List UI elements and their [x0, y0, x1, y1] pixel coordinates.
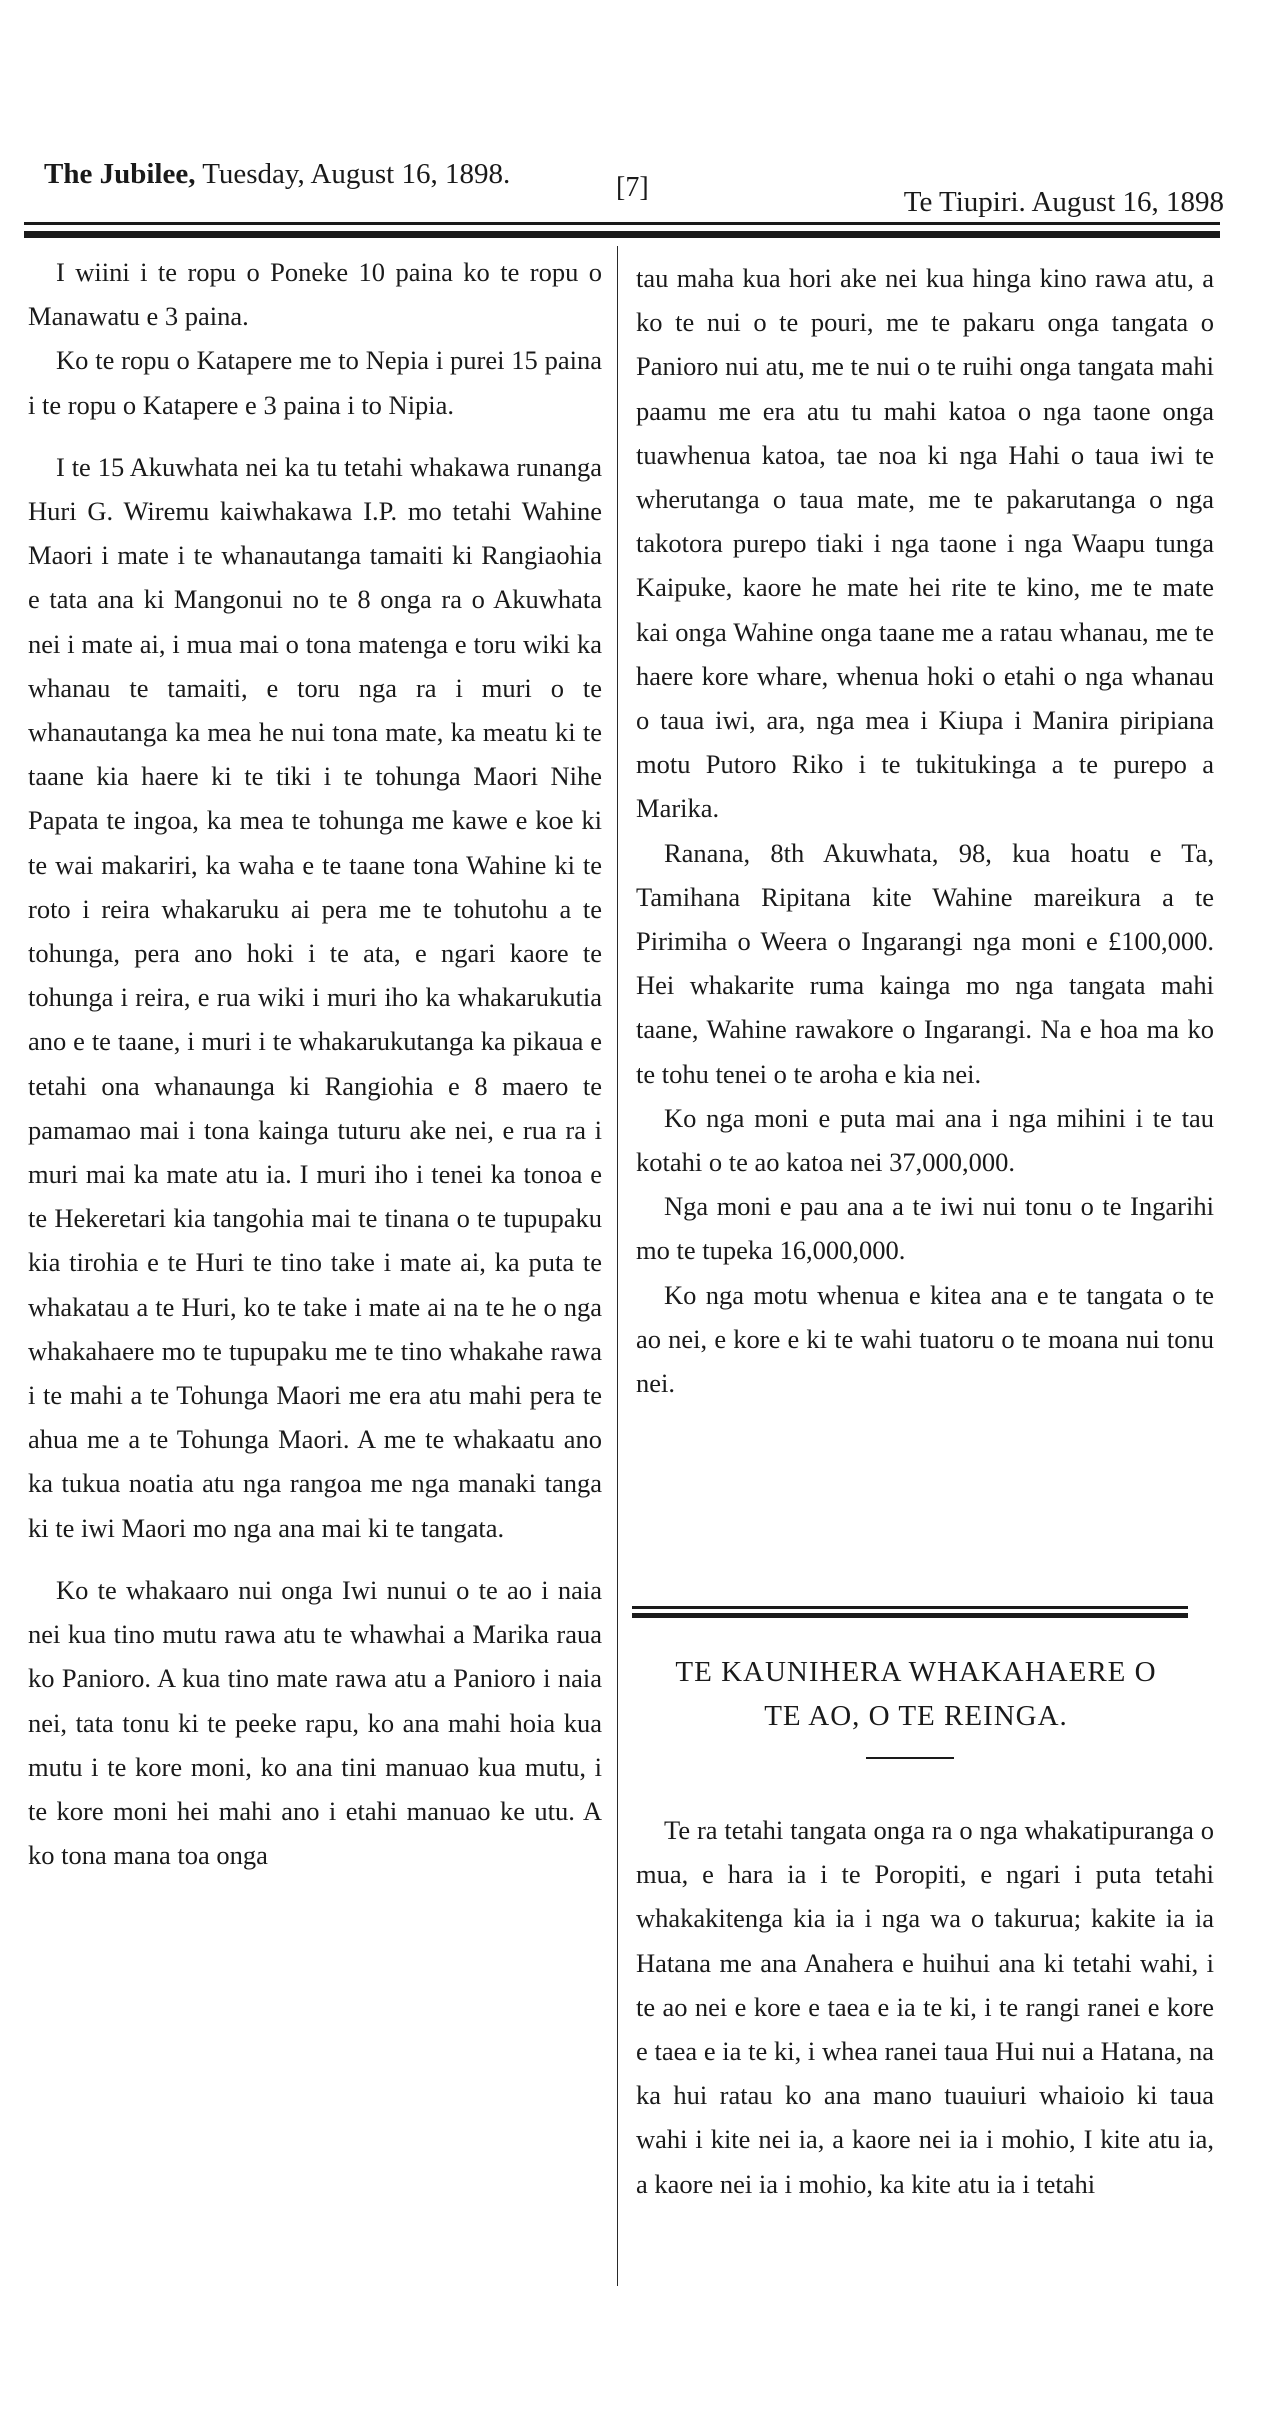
page-header — [44, 158, 1224, 218]
header-date-left: Tuesday, August 16, 1898. — [202, 158, 511, 190]
header-left — [44, 158, 510, 191]
paragraph-london-gift: Ranana, 8th Akuwhata, 98, kua hoatu e Ta, Tamihana Ripitana kite Wahine mareikura a te Pirimiha o Weera o Ingarangi nga moni e £100,000. Hei whakarite ruma kainga mo nga tangata mahi taane, Wahine rawakore o Ingarangi. Na e hoa ma ko te tohu tenei o te aroha e kia nei. — [636, 837, 1214, 1089]
header-date-right: Te Tiupiri. August 16, 1898 — [903, 186, 1224, 218]
header-rule-thick — [24, 231, 1220, 238]
journal-name: The Jubilee, — [44, 158, 196, 190]
section-title-line1: TE KAUNIHERA WHAKAHAERE O — [675, 1656, 1157, 1688]
paragraph-tobacco: Nga moni e pau ana a te iwi nui tonu o te Ingarihi mo te tupeka 16,000,000. — [636, 1191, 1214, 1266]
paragraph-ocean: Ko nga motu whenua e kitea ana e te tangata o te ao nei, e kore e ki te wahi tuatoru o te moana nui tonu nei. — [636, 1279, 1214, 1399]
paragraph-mining-money: Ko nga moni e puta mai ana i nga mihini i te tau kotahi o te ao katoa nei 37,000,000. — [636, 1102, 1214, 1178]
paragraph-war-spain: Ko te whakaaro nui onga Iwi nunui o te ao i naia nei kua tino mutu rawa atu te whawhai a Marika raua ko Panioro. A kua tino mate rawa atu a Panioro i naia nei, tata tonu ki te peeke rapu, ko ana mahi hoia kua mutu i te kore moni, ko ana tini manuao kua mutu, i te kore moni hei mahi ano i etahi manuao ke utu. A ko tona mana toa onga — [28, 1574, 602, 1871]
section-rule-thin — [632, 1606, 1188, 1609]
column-divider — [617, 246, 618, 2286]
section-title — [632, 1650, 1200, 1738]
title-underline — [866, 1757, 954, 1759]
paragraph-rugby-poneke: I wiini i te ropu o Poneke 10 paina ko te ropu o Manawatu e 3 paina. — [28, 257, 602, 332]
paragraph-rugby-katapere: Ko te ropu o Katapere me to Nepia i purei 15 paina i te ropu o Katapere e 3 paina i to Nipia. — [28, 345, 602, 420]
section-rule-thick — [632, 1613, 1188, 1618]
section-title-line2: TE AO, O TE REINGA. — [764, 1700, 1068, 1732]
paragraph-inquest: I te 15 Akuwhata nei ka tu tetahi whakawa runanga Huri G. Wiremu kaiwhakawa I.P. mo tetahi Wahine Maori i mate i te whanautanga tamaiti ki Rangiaohia e tata ana ki Mangonui no te 8 onga ra o Akuwhata nei i mate ai, i mua mai o tona matenga e toru wiki ka whanau te tamaiti, e toru nga ra i muri o te whanautanga ka mea he nui tona mate, ka meatu ki te taane kia haere ki te tiki i te tohunga Maori Nihe Papata te ingoa, ka mea te tohunga me kawe e koe ki te wai makariri, ka waha e te taane tona Wahine ki te roto i reira whakaruku ai pera me te tohutohu a te tohunga, pera ano hoki i te ata, e ngari kaore te tohunga i reira, e rua wiki i muri iho ka whakarukutia ano e te taane, i muri i te whakarukutanga ka pikaua e tetahi ona whanaunga ki Rangiohia e 8 maero te pamamao mai i tona kainga tuturu ake nei, e rua ra i muri mai ka mate atu ia. I muri iho i tenei ka tonoa e te Hekeretari kia tangohia mai te tinana o te tupupaku kia tirohia e te Huri te tino take i mate ai, ka puta te whakatau a te Huri, ko te take i mate ai na te he o nga whakahaere mo te tupupaku me te tino whakahe rawa i te mahi a te Tohunga Maori me era atu mahi pera te ahua me a te Tohunga Maori. A me te whakaatu ano ka tukua noatia atu nga rangoa me nga manaki tanga ki te iwi Maori mo nga ana mai ki te tangata. — [28, 451, 602, 1543]
header-rule-thin — [24, 222, 1220, 225]
left-column — [28, 250, 602, 1877]
page-number: [7] — [616, 172, 649, 203]
right-column — [636, 256, 1214, 1405]
paragraph-council-story: Te ra tetahi tangata onga ra o nga whakatipuranga o mua, e hara ia i te Poropiti, e ngari i puta tetahi whakakitenga kia ia i nga wa o takurua; kakite ia ia Hatana me ana Anahera e huihui ana ki tetahi wahi, i te ao nei e kore e taea e ia te ki, i te rangi ranei e kore e taea e ia te ki, i whea ranei taua Hui nui a Hatana, na ka hui ratau ko ana mano tuauiuri whaioio ki taua wahi i kite nei ia, a kaore nei ia i mohio, I kite atu ia, a kaore nei ia i mohio, ka kite atu ia i tetahi — [636, 1815, 1214, 2199]
paragraph-war-continued: tau maha kua hori ake nei kua hinga kino rawa atu, a ko te nui o te pouri, me te pakaru onga tangata o Panioro nui atu, me te nui o te ruihi onga tangata mahi paamu me era atu tu mahi katoa o nga taone onga tuawhenua katoa, tae noa ki nga Hahi o taua iwi te wherutanga o taua mate, me te pakarutanga o nga takotora purepo tiaki i nga taone i nga Waapu tunga Kaipuke, kaore he mate hei rite te kino, me te mate kai onga Wahine onga taane me a ratau whanau, me te haere kore whare, whenua hoki o etahi o nga whanau o taua iwi, ara, nga mea i Kiupa i Manira piripiana motu Putoro Riko i te tukitukinga a te purepo a Marika. — [636, 263, 1214, 824]
right-column-section — [636, 1808, 1214, 2206]
